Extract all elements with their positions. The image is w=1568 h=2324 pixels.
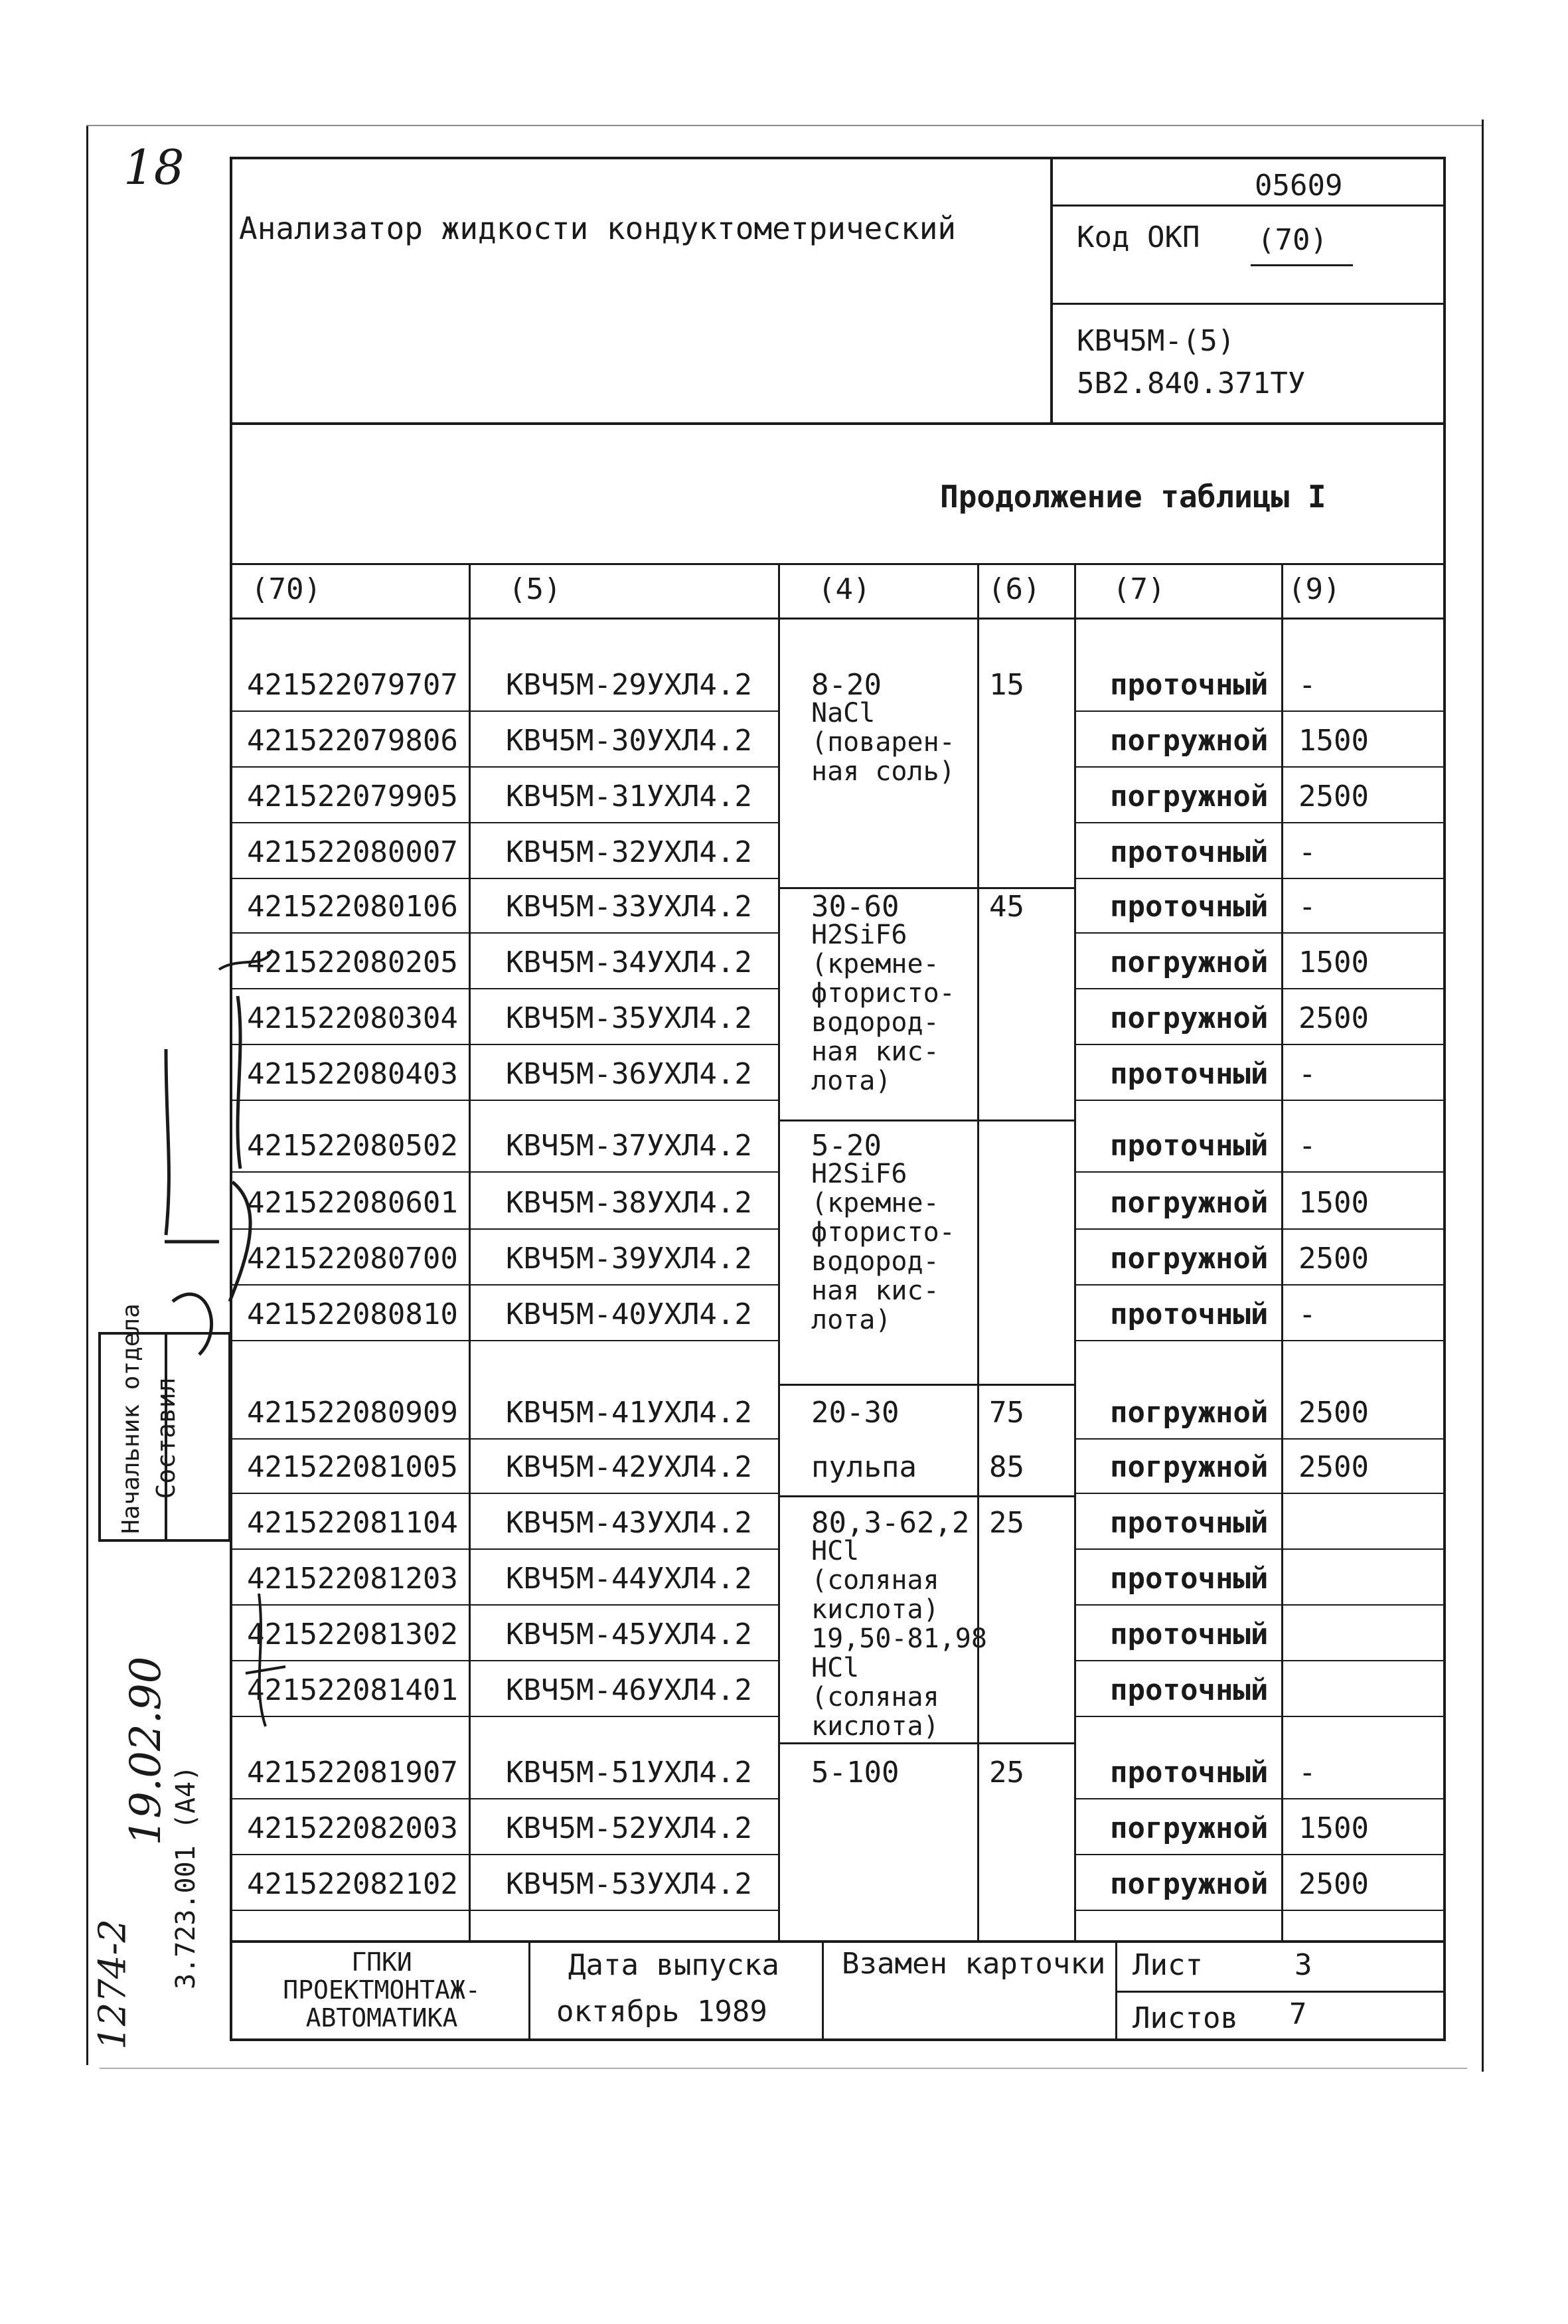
side-handwritten-code: 1274-2	[91, 1918, 135, 2050]
row-line	[231, 988, 778, 989]
group-medium: H2SiF6 (кремне- фтористо- водород- ная кис- лота)	[811, 920, 955, 1096]
card-number: 05609	[1255, 169, 1343, 203]
row-length: 1500	[1298, 1811, 1369, 1845]
group-range: 30-60	[811, 890, 900, 924]
group-line	[778, 887, 1075, 889]
row-type: проточный	[1110, 1057, 1269, 1091]
row-model: КВЧ5М-29УХЛ4.2	[506, 668, 752, 702]
group-medium: HCl (соляная кислота) 19,50-81,98 HCl (соляная кислота)	[811, 1536, 987, 1742]
row-line	[1074, 1044, 1446, 1045]
row-type: проточный	[1110, 1562, 1269, 1596]
row-line	[1074, 1493, 1446, 1494]
row-line	[1074, 1604, 1446, 1606]
row-line	[1074, 1171, 1446, 1173]
group-range: пульпа	[811, 1450, 917, 1484]
row-type: проточный	[1110, 835, 1269, 869]
row-model: КВЧ5М-39УХЛ4.2	[506, 1242, 752, 1276]
row-line	[231, 1044, 778, 1045]
row-code: 421522079905	[247, 780, 458, 813]
row-length: 2500	[1298, 780, 1369, 813]
row-length: -	[1298, 1297, 1316, 1331]
col-header: (70)	[251, 572, 321, 606]
row-code: 421522081907	[247, 1756, 458, 1789]
row-model: КВЧ5М-46УХЛ4.2	[506, 1673, 752, 1707]
row-line	[231, 1171, 778, 1173]
table-top-line	[231, 563, 1446, 565]
group-line	[778, 1742, 1075, 1744]
row-type: погружной	[1110, 1186, 1269, 1220]
row-length: 2500	[1298, 1396, 1369, 1430]
row-code: 421522080106	[247, 890, 458, 924]
row-type: погружной	[1110, 1811, 1269, 1845]
group-range: 20-30	[811, 1396, 900, 1430]
row-line	[231, 1798, 778, 1799]
row-line	[1074, 1548, 1446, 1550]
col-header: (5)	[509, 572, 562, 606]
row-model: КВЧ5М-42УХЛ4.2	[506, 1450, 752, 1484]
device-title: Анализатор жидкости кондуктометрический	[239, 210, 957, 246]
row-type: погружной	[1110, 1396, 1269, 1430]
row-model: КВЧ5М-34УХЛ4.2	[506, 946, 752, 979]
row-model: КВЧ5М-35УХЛ4.2	[506, 1001, 752, 1035]
row-length: 2500	[1298, 1867, 1369, 1901]
footer-top-line	[231, 1940, 1446, 1943]
row-length: -	[1298, 835, 1316, 869]
row-code: 421522080810	[247, 1297, 458, 1331]
row-type: проточный	[1110, 1618, 1269, 1651]
col-header: (4)	[818, 572, 871, 606]
row-line	[1074, 1660, 1446, 1661]
row-length: 1500	[1298, 1186, 1369, 1220]
row-line	[231, 766, 778, 768]
group-range: 80,3-62,2	[811, 1506, 970, 1540]
row-model: КВЧ5М-38УХЛ4.2	[506, 1186, 752, 1220]
row-length: -	[1298, 668, 1316, 702]
row-line	[1074, 1100, 1446, 1101]
row-line	[231, 1660, 778, 1661]
row-model: КВЧ5М-31УХЛ4.2	[506, 780, 752, 813]
header-row-line	[231, 618, 1446, 620]
row-model: КВЧ5М-40УХЛ4.2	[506, 1297, 752, 1331]
footer-sheet-label: Лист	[1133, 1948, 1203, 1982]
row-model: КВЧ5М-30УХЛ4.2	[506, 724, 752, 758]
footer-sheets-label: Листов	[1133, 2001, 1238, 2035]
row-code: 421522080403	[247, 1057, 458, 1091]
group-line	[778, 1495, 1075, 1497]
row-code: 421522081401	[247, 1673, 458, 1707]
row-line	[1074, 1854, 1446, 1855]
row-line	[231, 1284, 778, 1286]
row-line	[1074, 822, 1446, 823]
group-temp: 25	[989, 1506, 1024, 1540]
row-length: -	[1298, 890, 1316, 924]
header-vertical-divider	[1050, 158, 1053, 424]
row-line	[231, 1340, 778, 1341]
row-code: 421522081104	[247, 1506, 458, 1540]
row-line	[1074, 710, 1446, 712]
group-range: 5-100	[811, 1756, 900, 1789]
row-code: 421522082003	[247, 1811, 458, 1845]
header-bottom-line	[231, 422, 1446, 425]
side-stamp: 3.723.001 (A4)	[171, 1765, 201, 1989]
row-length: -	[1298, 1129, 1316, 1163]
footer-date-value: октябрь 1989	[556, 1995, 767, 2029]
footer-sheet-value: 3	[1294, 1948, 1312, 1982]
footer-divider	[528, 1942, 530, 2041]
row-model: КВЧ5М-45УХЛ4.2	[506, 1618, 752, 1651]
row-length: -	[1298, 1057, 1316, 1091]
row-model: КВЧ5М-52УХЛ4.2	[506, 1811, 752, 1845]
row-code: 421522080502	[247, 1129, 458, 1163]
row-line	[1074, 1228, 1446, 1230]
footer-replace-label: Взамен карточки	[842, 1947, 1106, 1981]
okp-value: (70)	[1257, 223, 1328, 257]
group-temp: 75	[989, 1396, 1024, 1430]
row-line	[231, 1604, 778, 1606]
col-line	[778, 564, 780, 1940]
row-line	[231, 1100, 778, 1101]
group-temp: 15	[989, 668, 1024, 702]
row-line	[231, 1228, 778, 1230]
col-header: (9)	[1288, 572, 1341, 606]
row-type: проточный	[1110, 890, 1269, 924]
card-number-line	[1052, 205, 1446, 207]
row-type: погружной	[1110, 1867, 1269, 1901]
row-model: КВЧ5М-43УХЛ4.2	[506, 1506, 752, 1540]
row-code: 421522080601	[247, 1186, 458, 1220]
row-code: 421522080909	[247, 1396, 458, 1430]
row-code: 421522079707	[247, 668, 458, 702]
row-model: КВЧ5М-32УХЛ4.2	[506, 835, 752, 869]
row-model: КВЧ5М-41УХЛ4.2	[506, 1396, 752, 1430]
row-line	[1074, 878, 1446, 879]
group-medium: NaCl (поварен- ная соль)	[811, 698, 955, 787]
row-type: проточный	[1110, 1756, 1269, 1789]
group-medium: H2SiF6 (кремне- фтористо- водород- ная кис- лота)	[811, 1159, 955, 1335]
footer-divider	[822, 1942, 824, 2041]
row-length: 2500	[1298, 1450, 1369, 1484]
row-line	[1074, 1438, 1446, 1440]
group-line	[778, 1120, 1075, 1121]
tu-designation: 5В2.840.371ТУ	[1077, 367, 1306, 400]
row-line	[231, 1438, 778, 1440]
row-type: погружной	[1110, 946, 1269, 979]
row-code: 421522080700	[247, 1242, 458, 1276]
row-type: погружной	[1110, 1001, 1269, 1035]
row-line	[1074, 766, 1446, 768]
row-line	[231, 822, 778, 823]
row-line	[1074, 932, 1446, 934]
row-line	[1074, 1798, 1446, 1799]
table-caption: Продолжение таблицы I	[940, 479, 1326, 515]
okp-label: Код ОКП	[1077, 220, 1200, 254]
group-temp: 85	[989, 1450, 1024, 1484]
row-length: 1500	[1298, 724, 1369, 758]
row-model: КВЧ5М-33УХЛ4.2	[506, 890, 752, 924]
row-code: 421522081302	[247, 1618, 458, 1651]
frame-right-line	[1482, 120, 1484, 2072]
group-temp: 45	[989, 890, 1024, 924]
row-model: КВЧ5М-53УХЛ4.2	[506, 1867, 752, 1901]
footer-date-label: Дата выпуска	[568, 1948, 779, 1982]
row-code: 421522080304	[247, 1001, 458, 1035]
row-code: 421522079806	[247, 724, 458, 758]
row-line	[231, 932, 778, 934]
row-type: проточный	[1110, 1673, 1269, 1707]
row-line	[1074, 1716, 1446, 1717]
footer-organization: ГПКИ ПРОЕКТМОНТАЖ- АВТОМАТИКА	[283, 1948, 481, 2033]
okp-bottom-line	[1052, 303, 1446, 305]
row-model: КВЧ5М-37УХЛ4.2	[506, 1129, 752, 1163]
row-model: КВЧ5М-51УХЛ4.2	[506, 1756, 752, 1789]
footer-sheets-value: 7	[1289, 1997, 1307, 2031]
row-code: 421522082102	[247, 1867, 458, 1901]
bottom-faint-line	[100, 2068, 1467, 2069]
row-code: 421522081203	[247, 1562, 458, 1596]
col-line	[469, 564, 471, 1940]
row-code: 421522080205	[247, 946, 458, 979]
row-line	[231, 1548, 778, 1550]
frame-top-line	[86, 125, 1482, 126]
row-line	[231, 710, 778, 712]
row-type: проточный	[1110, 1506, 1269, 1540]
row-code: 421522081005	[247, 1450, 458, 1484]
row-length: 2500	[1298, 1001, 1369, 1035]
row-line	[231, 1854, 778, 1855]
row-length: -	[1298, 1756, 1316, 1789]
row-type: погружной	[1110, 1450, 1269, 1484]
row-code: 421522080007	[247, 835, 458, 869]
side-handwritten-date: 19.02.90	[121, 1656, 171, 1846]
row-line	[231, 1910, 778, 1911]
signature-marks	[66, 930, 305, 2324]
row-type: погружной	[1110, 724, 1269, 758]
row-model: КВЧ5М-44УХЛ4.2	[506, 1562, 752, 1596]
side-head-label: Начальник отдела	[118, 1303, 145, 1534]
row-line	[1074, 1284, 1446, 1286]
row-line	[1074, 1340, 1446, 1341]
row-type: проточный	[1110, 1129, 1269, 1163]
side-compiled-label: Составил	[151, 1377, 181, 1499]
row-line	[231, 878, 778, 879]
row-type: проточный	[1110, 1297, 1269, 1331]
row-length: 2500	[1298, 1242, 1369, 1276]
row-type: проточный	[1110, 668, 1269, 702]
row-line	[231, 1493, 778, 1494]
row-line	[1074, 988, 1446, 989]
model-designation: КВЧ5М-(5)	[1077, 324, 1235, 358]
group-range: 5-20	[811, 1129, 882, 1163]
row-line	[231, 1716, 778, 1717]
row-model: КВЧ5М-36УХЛ4.2	[506, 1057, 752, 1091]
group-temp: 25	[989, 1756, 1024, 1789]
group-line	[778, 1384, 1075, 1386]
footer-sheet-line	[1117, 1991, 1446, 1993]
row-type: погружной	[1110, 1242, 1269, 1276]
col-header: (7)	[1113, 572, 1166, 606]
col-line	[1074, 564, 1076, 1940]
row-length: 1500	[1298, 946, 1369, 979]
group-range: 8-20	[811, 668, 882, 702]
row-line	[1074, 1910, 1446, 1911]
okp-underline	[1251, 264, 1353, 266]
col-header: (6)	[988, 572, 1041, 606]
page-number: 18	[123, 139, 185, 195]
col-line	[1281, 564, 1283, 1940]
row-type: погружной	[1110, 780, 1269, 813]
